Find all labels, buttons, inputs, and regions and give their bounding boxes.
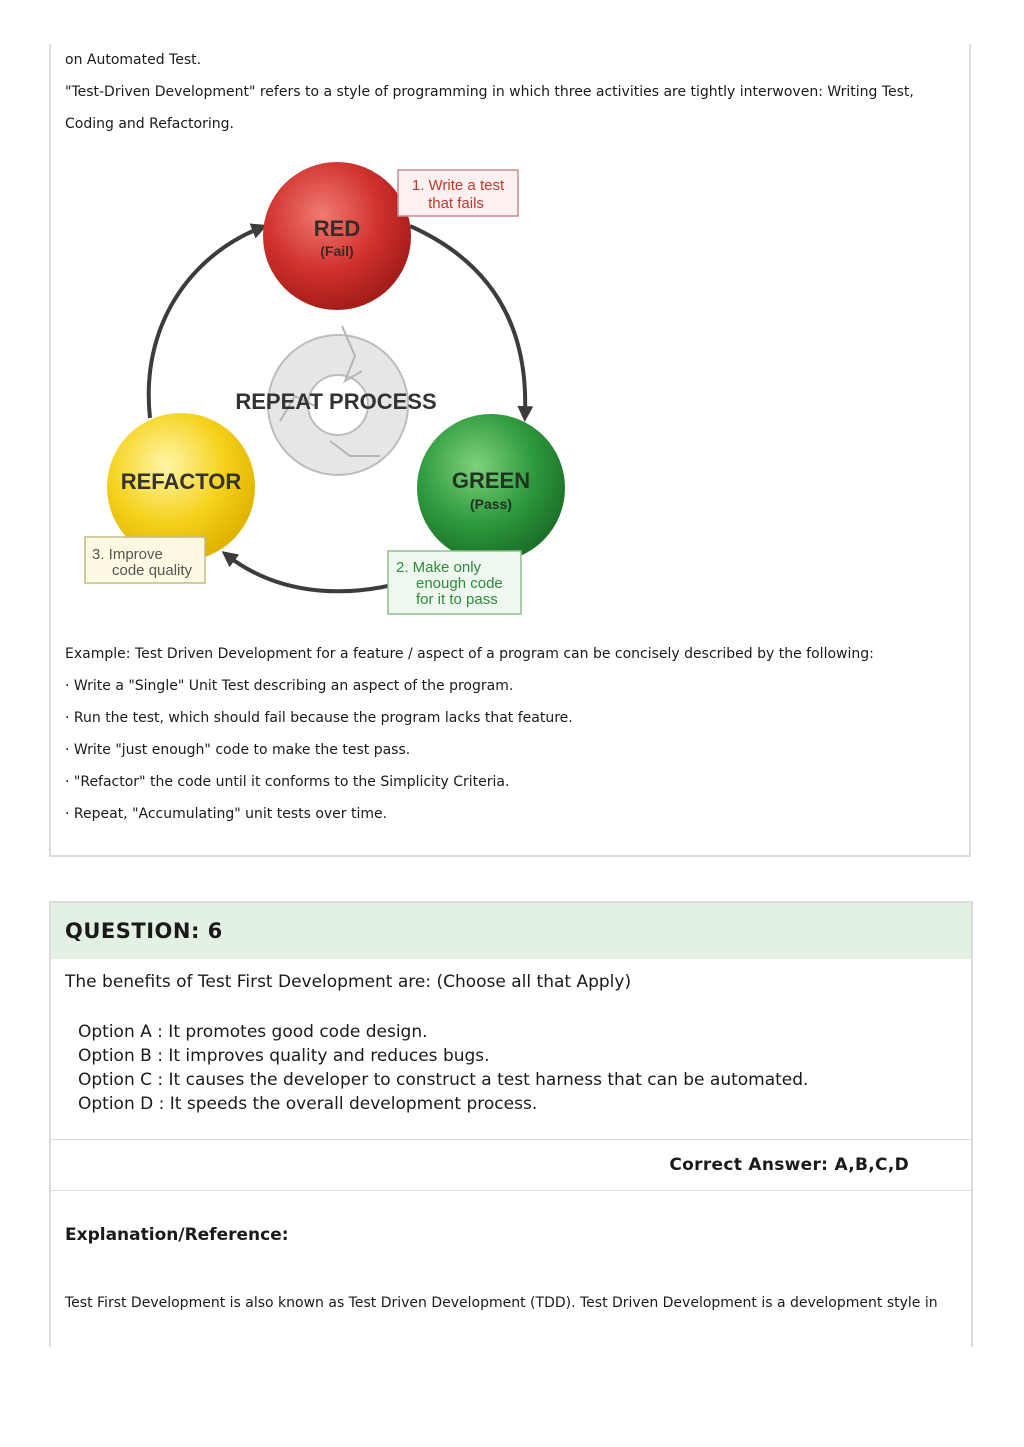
red-title: RED — [313, 216, 361, 241]
question-text: The benefits of Test First Development are: (Choose all that Apply) — [65, 972, 632, 992]
red-subtitle: (Fail) — [320, 243, 354, 259]
tdd-cycle-diagram — [80, 156, 580, 618]
step3-line1: 3. Improve — [92, 546, 163, 563]
option-c: Option C : It causes the developer to construct a test harness that can be automated. — [78, 1070, 809, 1090]
option-b: Option B : It improves quality and reduces bugs. — [78, 1046, 490, 1066]
step2-line1: 2. Make only — [396, 559, 482, 576]
explanation-text: Test First Development is also known as Test Driven Development (TDD). Test Driven Development is a development style in — [65, 1295, 938, 1311]
step2-line2: enough code — [416, 575, 503, 592]
options-list — [78, 1020, 808, 1116]
divider — [51, 1190, 971, 1191]
divider — [51, 1139, 971, 1140]
example-intro: Example: Test Driven Development for a feature / aspect of a program can be concisely described by the following: — [65, 646, 874, 662]
example-bullet-4: · "Refactor" the code until it conforms to the Simplicity Criteria. — [65, 774, 510, 790]
intro-line-1: on Automated Test. — [65, 52, 202, 68]
green-title: GREEN — [451, 468, 531, 493]
step1-line1: 1. Write a test — [411, 177, 505, 194]
question-title: QUESTION: 6 — [65, 919, 223, 943]
green-subtitle: (Pass) — [469, 496, 513, 512]
example-bullet-2: · Run the test, which should fail because the program lacks that feature. — [65, 710, 573, 726]
intro-line-2: "Test-Driven Development" refers to a style of programming in which three activities are tightly interwoven: Writing Test, — [65, 84, 914, 100]
question-panel — [49, 901, 973, 1347]
step2-line3: for it to pass — [416, 591, 498, 608]
center-label: REPEAT PROCESS — [235, 389, 437, 414]
step1-line2: that fails — [428, 195, 484, 212]
step3-line2: code quality — [112, 562, 193, 579]
refactor-title: REFACTOR — [120, 469, 242, 494]
question-header — [51, 903, 971, 959]
option-d: Option D : It speeds the overall development process. — [78, 1094, 538, 1114]
explanation-title: Explanation/Reference: — [65, 1225, 289, 1245]
arrow-red-to-green — [410, 226, 525, 414]
example-bullet-5: · Repeat, "Accumulating" unit tests over time. — [65, 806, 388, 822]
option-a: Option A : It promotes good code design. — [78, 1022, 428, 1042]
example-bullet-3: · Write "just enough" code to make the test pass. — [65, 742, 411, 758]
example-bullet-1: · Write a "Single" Unit Test describing an aspect of the program. — [65, 678, 514, 694]
correct-answer: Correct Answer: A,B,C,D — [669, 1155, 909, 1175]
intro-line-3: Coding and Refactoring. — [65, 116, 234, 132]
